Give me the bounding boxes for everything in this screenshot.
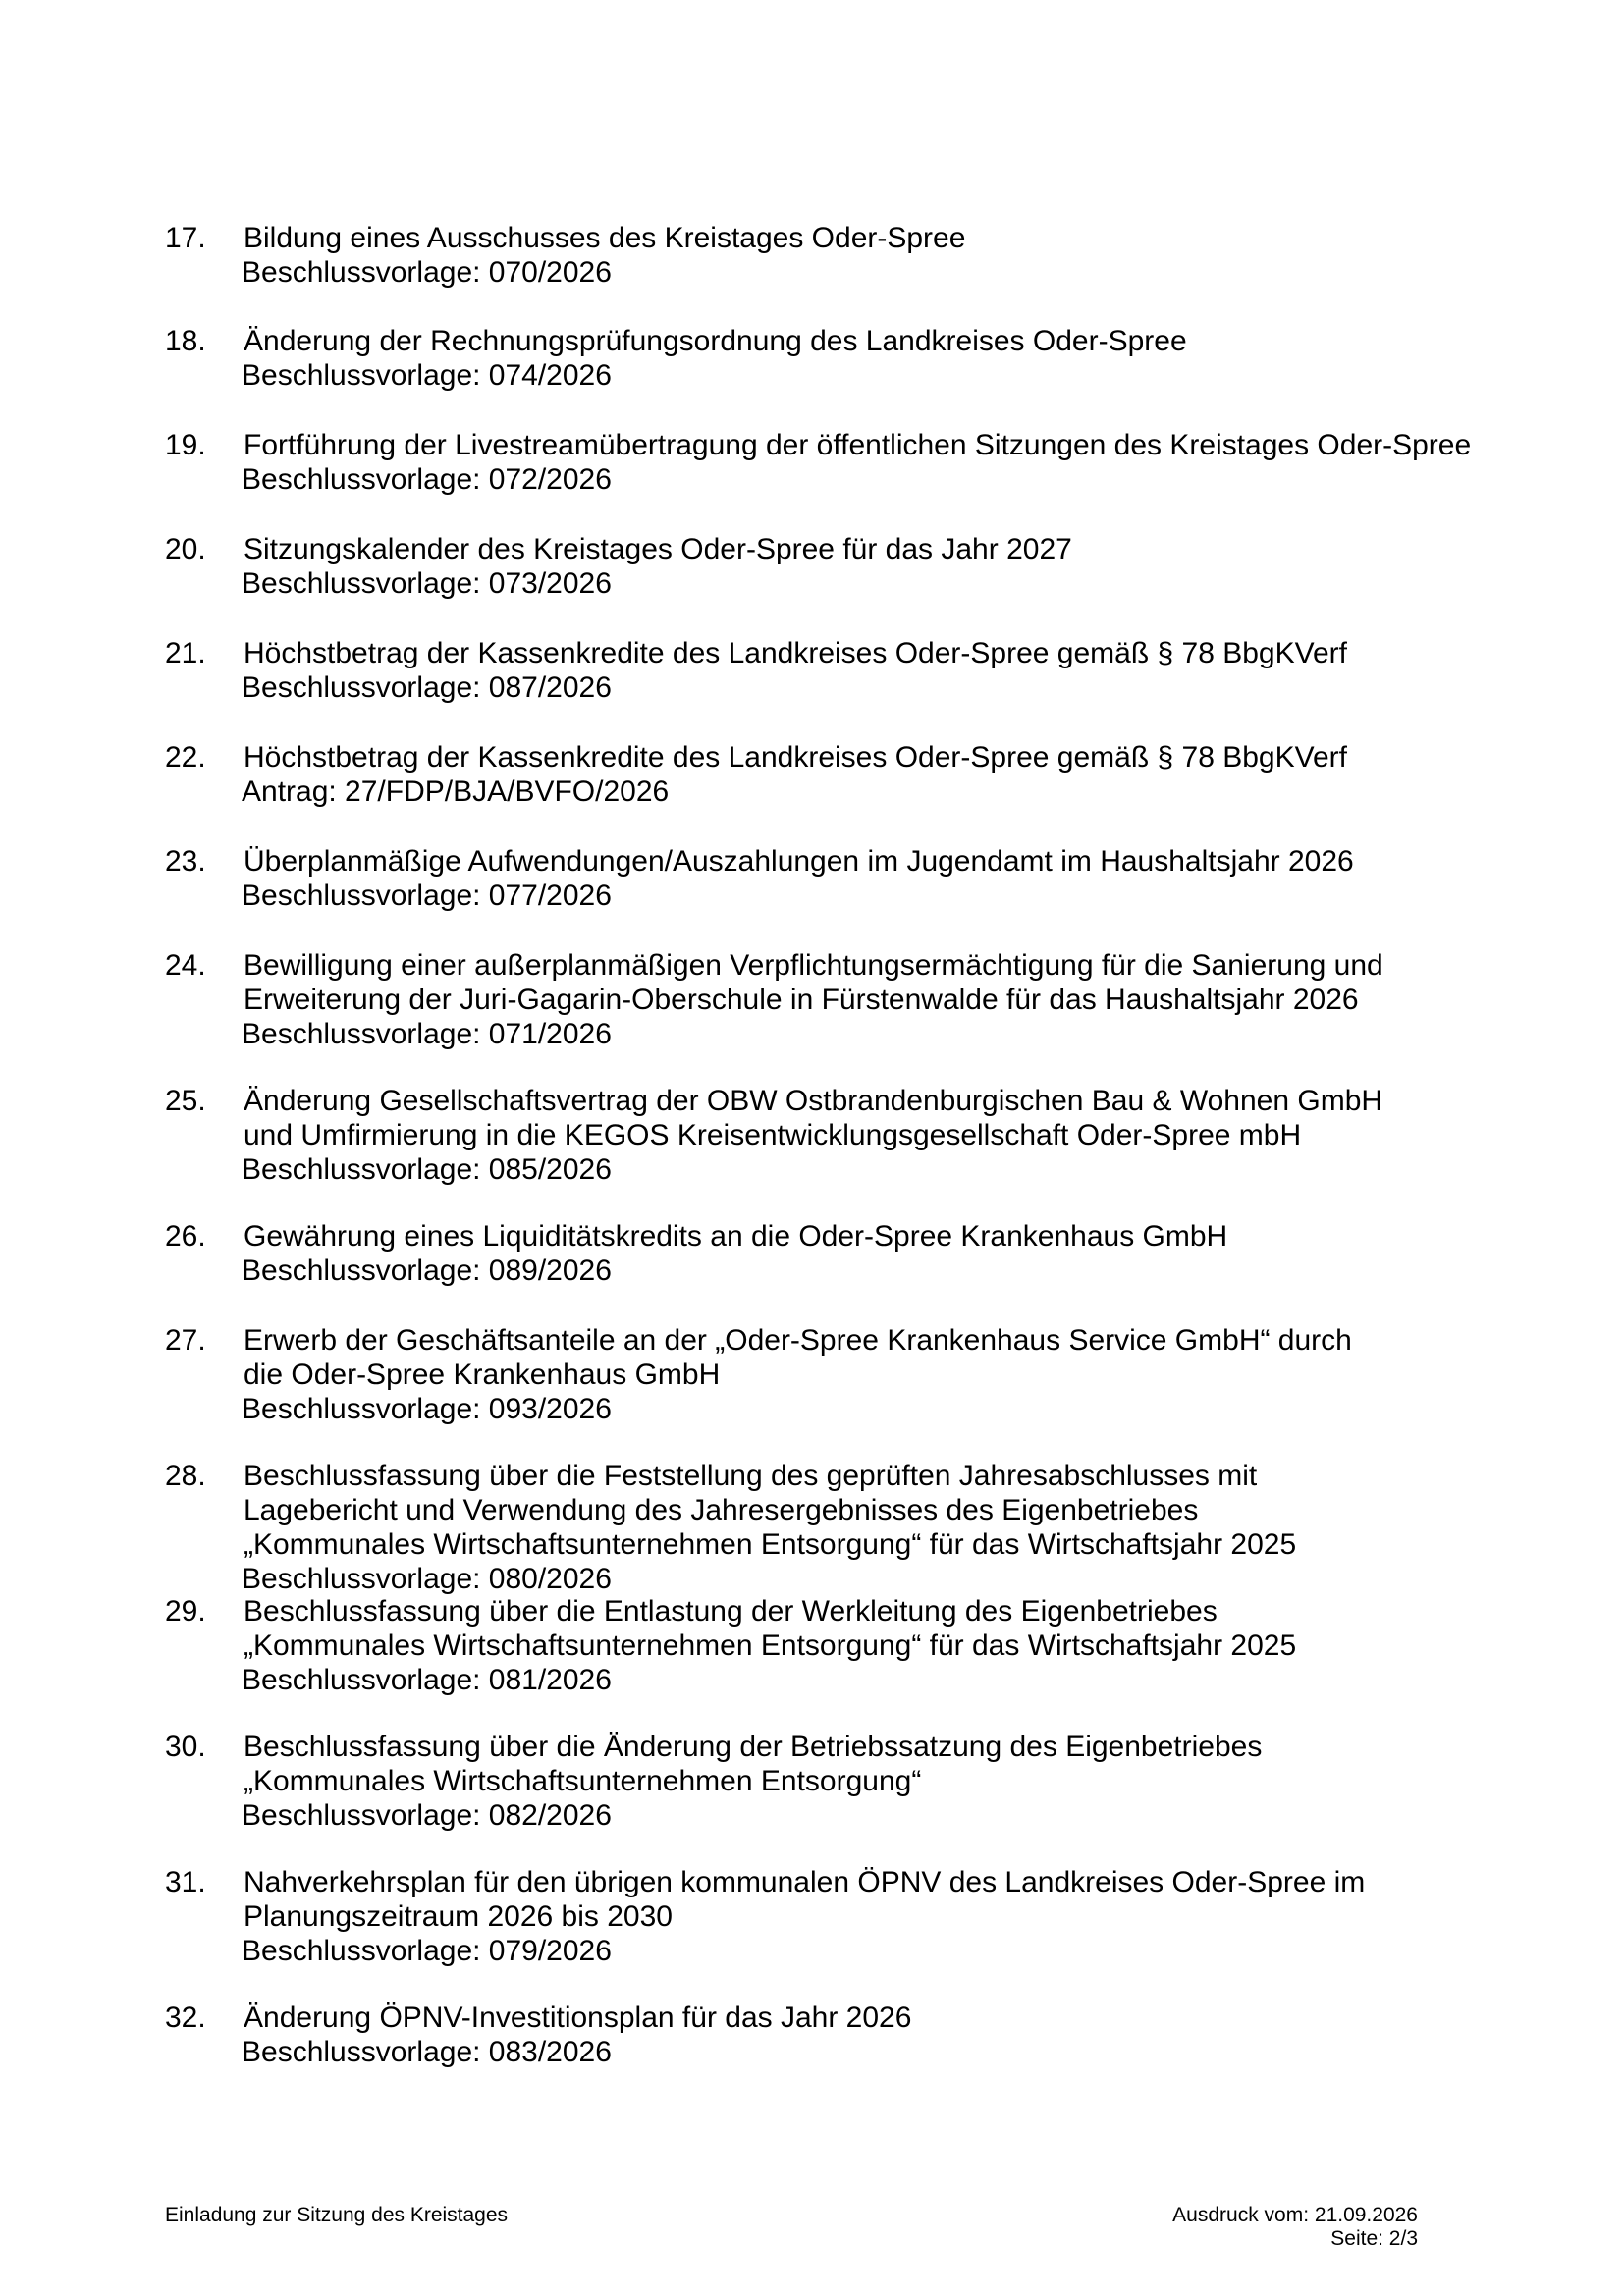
agenda-item-title-line: Fortführung der Livestreamübertragung der öffentlichen Sitzungen des Kreistages Oder-Spree [244,429,1472,461]
agenda-item-number: 17. [165,222,206,254]
agenda-item-number: 32. [165,2002,206,2034]
agenda-item-title-line: „Kommunales Wirtschaftsunternehmen Entsorgung“ für das Wirtschaftsjahr 2025 [244,1528,1297,1561]
agenda-item-number: 31. [165,1866,206,1898]
agenda-item-reference: Beschlussvorlage: 077/2026 [242,880,612,912]
agenda-item-reference: Beschlussvorlage: 071/2026 [242,1018,612,1050]
agenda-item-reference: Beschlussvorlage: 085/2026 [242,1153,612,1186]
footer-print-date: Ausdruck vom: 21.09.2026 [1172,2204,1418,2226]
agenda-item-title-line: Bildung eines Ausschusses des Kreistages Oder-Spree [244,222,966,254]
agenda-item-number: 29. [165,1595,206,1628]
agenda-item-reference: Beschlussvorlage: 073/2026 [242,567,612,600]
agenda-item-reference: Beschlussvorlage: 083/2026 [242,2036,612,2068]
agenda-item-body [244,1865,1520,1968]
agenda-item-number: 19. [165,429,206,461]
agenda-item-title-line: Planungszeitraum 2026 bis 2030 [244,1900,673,1933]
agenda-item-title-line: „Kommunales Wirtschaftsunternehmen Entsorgung“ für das Wirtschaftsjahr 2025 [244,1629,1297,1662]
agenda-item-number: 27. [165,1324,206,1357]
agenda-item-number: 18. [165,325,206,357]
agenda-item-title-line: Erwerb der Geschäftsanteile an der „Oder-Spree Krankenhaus Service GmbH“ durch [244,1324,1352,1357]
agenda-item-body [244,740,1520,809]
agenda-item-body [244,532,1520,601]
agenda-item-body [244,844,1520,913]
agenda-item-body [244,1730,1520,1833]
agenda-item-reference: Beschlussvorlage: 070/2026 [242,256,612,289]
agenda-item-number: 20. [165,533,206,565]
agenda-item-reference: Beschlussvorlage: 089/2026 [242,1255,612,1287]
agenda-item-reference: Beschlussvorlage: 082/2026 [242,1799,612,1832]
agenda-item-title-line: Änderung der Rechnungsprüfungsordnung des Landkreises Oder-Spree [244,325,1187,357]
agenda-item-reference: Beschlussvorlage: 093/2026 [242,1393,612,1425]
agenda-item-reference: Beschlussvorlage: 074/2026 [242,359,612,392]
agenda-item-body [244,1323,1520,1426]
agenda-item-title-line: Sitzungskalender des Kreistages Oder-Spree für das Jahr 2027 [244,533,1072,565]
agenda-item-reference: Beschlussvorlage: 080/2026 [242,1563,612,1595]
agenda-item-title-line: Beschlussfassung über die Änderung der Betriebssatzung des Eigenbetriebes [244,1731,1263,1763]
agenda-item-title-line: Änderung ÖPNV-Investitionsplan für das Jahr 2026 [244,2002,912,2034]
agenda-item-title-line: Lagebericht und Verwendung des Jahresergebnisses des Eigenbetriebes [244,1494,1199,1526]
footer-meta [1172,2204,1418,2251]
agenda-item-body [244,636,1520,705]
agenda-item-title-line: Gewährung eines Liquiditätskredits an die Oder-Spree Krankenhaus GmbH [244,1220,1228,1253]
agenda-item-number: 30. [165,1731,206,1763]
agenda-item-body [244,324,1520,393]
agenda-item-body [244,2001,1520,2069]
agenda-item-body [244,948,1520,1051]
agenda-item-title-line: Bewilligung einer außerplanmäßigen Verpflichtungsermächtigung für die Sanierung und [244,949,1383,982]
agenda-item-number: 26. [165,1220,206,1253]
agenda-item-body [244,221,1520,290]
agenda-item-title-line: Beschlussfassung über die Feststellung des geprüften Jahresabschlusses mit [244,1460,1258,1492]
agenda-item-title-line: Erweiterung der Juri-Gagarin-Oberschule in Fürstenwalde für das Haushaltsjahr 2026 [244,984,1359,1016]
agenda-item-title-line: Überplanmäßige Aufwendungen/Auszahlungen im Jugendamt im Haushaltsjahr 2026 [244,845,1354,878]
agenda-item-number: 21. [165,637,206,669]
agenda-item-title-line: Höchstbetrag der Kassenkredite des Landkreises Oder-Spree gemäß § 78 BbgKVerf [244,741,1347,774]
agenda-item-title-line: „Kommunales Wirtschaftsunternehmen Entsorgung“ [244,1765,922,1797]
agenda-item-number: 25. [165,1085,206,1117]
agenda-item-reference: Beschlussvorlage: 072/2026 [242,463,612,496]
agenda-item-body [244,1594,1520,1697]
footer-document-title: Einladung zur Sitzung des Kreistages [165,2204,509,2226]
footer-page-number: Seite: 2/3 [1330,2227,1418,2250]
agenda-item-number: 28. [165,1460,206,1492]
agenda-item-number: 23. [165,845,206,878]
agenda-item-reference: Beschlussvorlage: 081/2026 [242,1664,612,1696]
agenda-item-body [244,1459,1520,1596]
agenda-item-number: 22. [165,741,206,774]
agenda-item-title-line: Nahverkehrsplan für den übrigen kommunalen ÖPNV des Landkreises Oder-Spree im [244,1866,1366,1898]
agenda-item-title-line: Höchstbetrag der Kassenkredite des Landkreises Oder-Spree gemäß § 78 BbgKVerf [244,637,1347,669]
agenda-item-number: 24. [165,949,206,982]
agenda-item-title-line: und Umfirmierung in die KEGOS Kreisentwicklungsgesellschaft Oder-Spree mbH [244,1119,1302,1151]
agenda-item-body [244,1219,1520,1288]
agenda-item-reference: Antrag: 27/FDP/BJA/BVFO/2026 [242,775,670,808]
agenda-item-reference: Beschlussvorlage: 079/2026 [242,1935,612,1967]
agenda-item-title-line: Änderung Gesellschaftsvertrag der OBW Ostbrandenburgischen Bau & Wohnen GmbH [244,1085,1383,1117]
agenda-item-reference: Beschlussvorlage: 087/2026 [242,671,612,704]
agenda-item-title-line: die Oder-Spree Krankenhaus GmbH [244,1359,721,1391]
agenda-item-body [244,428,1520,497]
agenda-item-title-line: Beschlussfassung über die Entlastung der Werkleitung des Eigenbetriebes [244,1595,1218,1628]
agenda-item-body [244,1084,1520,1187]
